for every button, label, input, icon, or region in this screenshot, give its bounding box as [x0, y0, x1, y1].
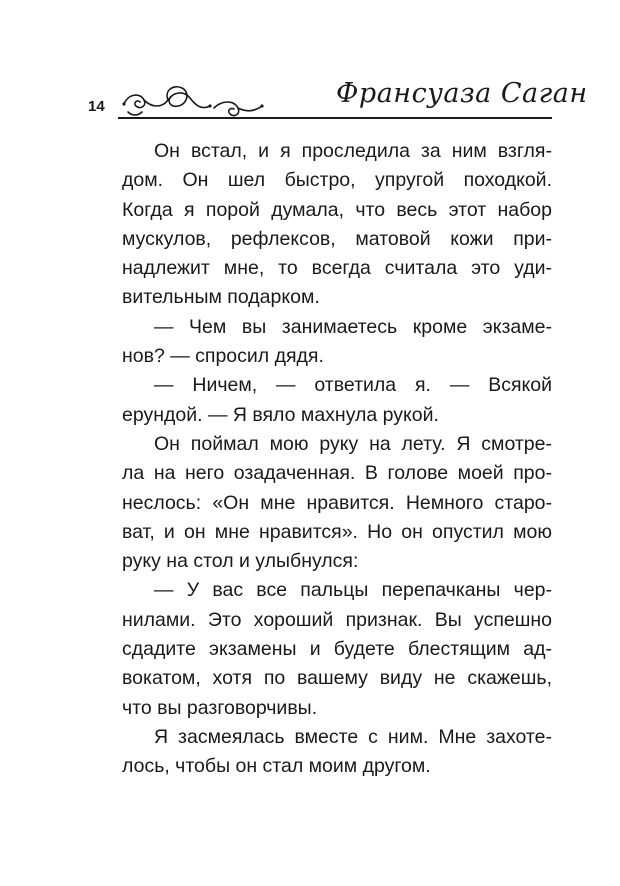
paragraph	[122, 723, 552, 782]
text-line: — Ничем, — ответила я. — Всякой	[154, 374, 552, 397]
header-rule	[118, 117, 552, 119]
body-text	[122, 137, 552, 782]
text-line: Я засмеялась вместе с ним. Мне захоте-	[154, 725, 552, 748]
text-line: вокатом, хотя по вашему виду не скажешь,	[122, 667, 552, 690]
flourish-ornament-icon	[118, 78, 268, 122]
text-line: нилами. Это хороший признак. Вы успешно	[122, 608, 552, 631]
text-line: ват, и он мне нравится». Но он опустил мою	[122, 520, 552, 543]
text-line: надлежит мне, то всегда считала это уди-	[122, 257, 552, 280]
running-header	[0, 70, 620, 130]
text-line: ла на него озадаченная. В голове моей про-	[122, 462, 552, 485]
text-line: нов? — спросил дядя.	[122, 345, 324, 368]
text-line: Он встал, и я проследила за ним взгля-	[154, 140, 552, 162]
text-line: лось, чтобы он стал моим другом.	[122, 755, 431, 778]
text-line: ерундой. — Я вяло махнула рукой.	[122, 403, 439, 426]
page-number: 14	[88, 98, 105, 115]
text-line: вительным подарком.	[122, 286, 320, 309]
author-name: Франсуаза Саган	[336, 78, 588, 109]
text-line: Он поймал мою руку на лету. Я смотре-	[154, 432, 552, 455]
text-line: что вы разговорчивы.	[122, 696, 318, 719]
text-line: — У вас все пальцы перепачканы чер-	[154, 579, 552, 602]
text-line: — Чем вы занимаетесь кроме экзаме-	[154, 315, 552, 338]
paragraph	[122, 371, 552, 430]
text-line: мускулов, рефлексов, матовой кожи при-	[122, 227, 552, 250]
paragraph	[122, 430, 552, 576]
text-line: сдадите экзамены и будете блестящим ад-	[122, 638, 552, 661]
text-line: дом. Он шел быстро, упругой походкой.	[122, 169, 552, 192]
paragraph	[122, 137, 552, 313]
paragraph	[122, 313, 552, 372]
paragraph	[122, 576, 552, 722]
text-line: Когда я порой думала, что весь этот набор	[122, 198, 552, 221]
text-line: руку на стол и улыбнулся:	[122, 550, 359, 573]
text-line: неслось: «Он мне нравится. Немного старо-	[122, 491, 552, 514]
